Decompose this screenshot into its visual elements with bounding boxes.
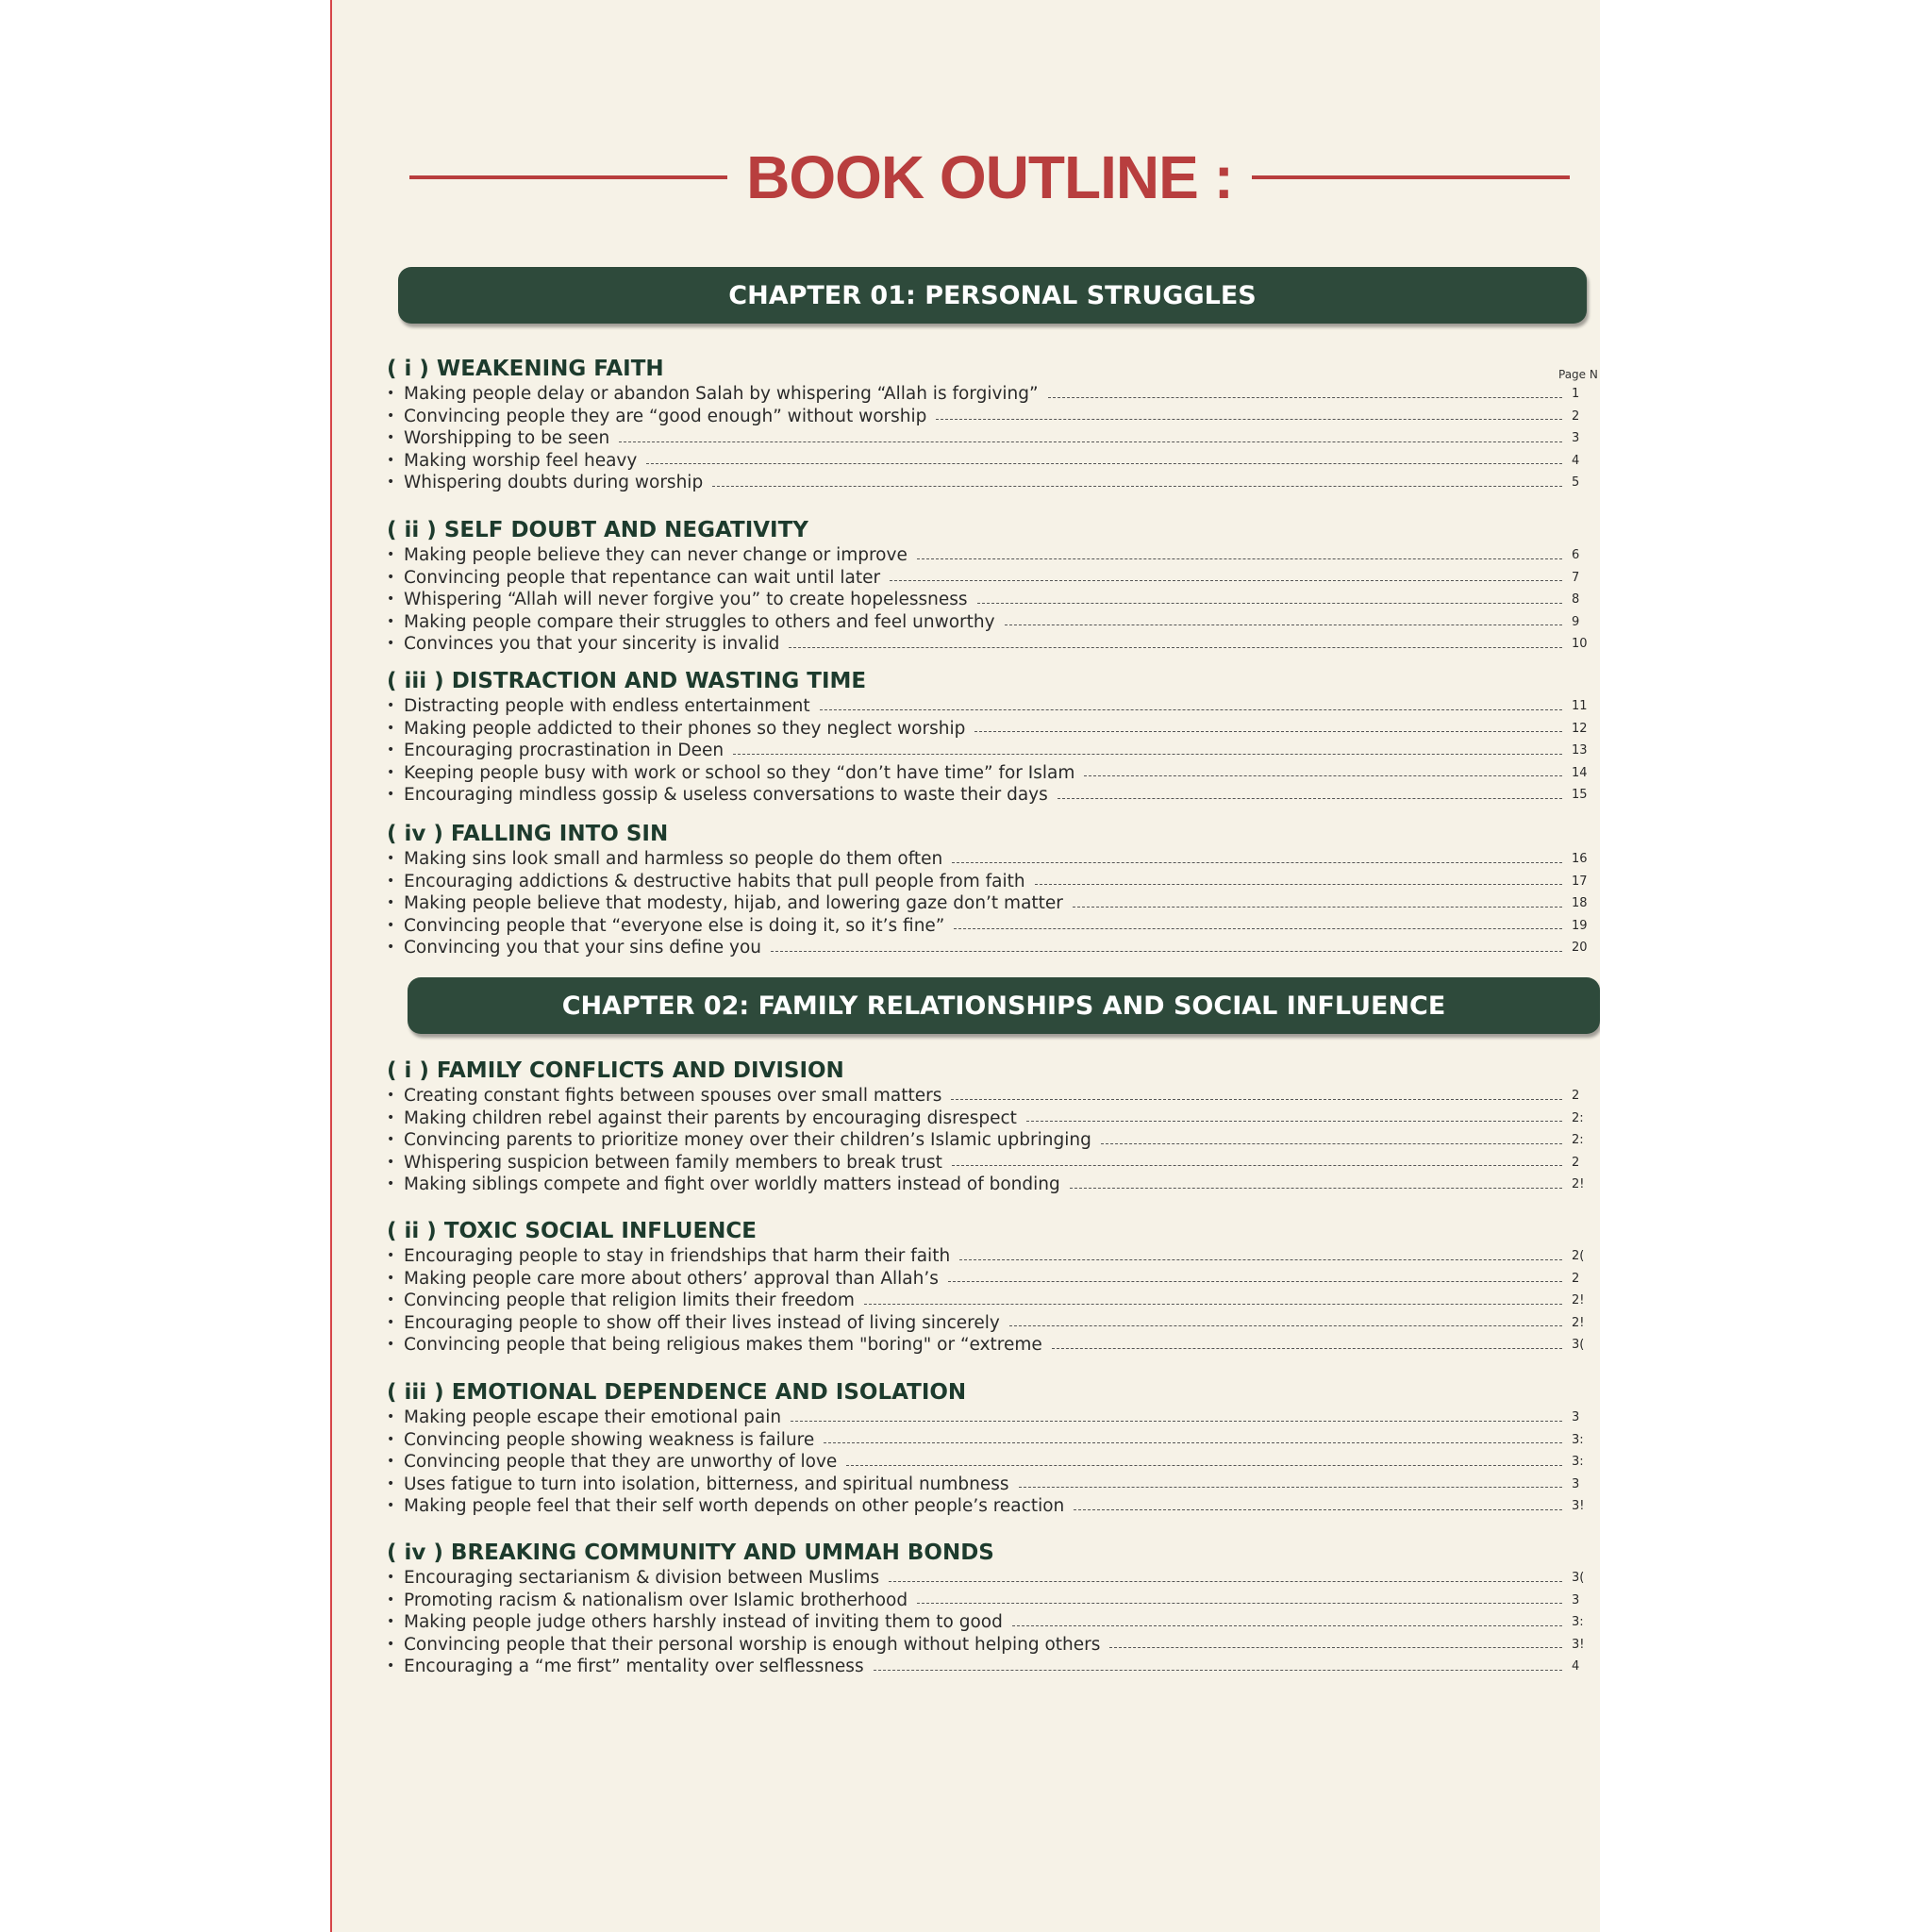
bullet-icon: • [387, 408, 395, 424]
page-number: 10 [1572, 637, 1588, 652]
outline-entry[interactable] [387, 611, 1600, 634]
bullet-icon: • [387, 1614, 395, 1630]
page-number: 2 [1572, 1155, 1580, 1170]
entry-text: Making sins look small and harmless so people do them often [404, 849, 943, 869]
page-number: 2! [1572, 1177, 1585, 1192]
section-title: ( i ) FAMILY CONFLICTS AND DIVISION [387, 1058, 844, 1083]
bullet-icon: • [387, 1314, 395, 1330]
dotted-leader [1009, 1325, 1562, 1326]
outline-entry[interactable] [387, 1334, 1600, 1357]
outline-entry[interactable] [387, 1312, 1600, 1335]
dotted-leader [1019, 1487, 1562, 1488]
outline-entry[interactable] [387, 633, 1600, 656]
section-self-doubt [387, 516, 1600, 656]
bullet-icon: • [387, 1431, 395, 1447]
bullet-icon: • [387, 1248, 395, 1263]
dotted-leader [824, 1442, 1562, 1443]
page-number: 2! [1572, 1315, 1585, 1330]
entry-text: Encouraging a “me first” mentality over selflessness [404, 1657, 864, 1677]
page-title: BOOK OUTLINE : [746, 143, 1233, 211]
dotted-leader [1012, 1625, 1562, 1626]
outline-entry[interactable] [387, 1268, 1600, 1291]
bullet-icon: • [387, 1109, 395, 1125]
bullet-icon: • [387, 851, 395, 866]
dotted-leader [864, 1304, 1562, 1305]
outline-entry[interactable] [387, 1474, 1600, 1496]
dotted-leader [977, 603, 1562, 604]
entry-text: Convincing parents to prioritize money over their children’s Islamic upbringing [404, 1130, 1091, 1151]
page-number: 3( [1572, 1338, 1585, 1353]
outline-entry[interactable] [387, 871, 1600, 893]
page-number: 4 [1572, 453, 1580, 468]
bullet-icon: • [387, 1270, 395, 1286]
entry-text: Making people believe they can never change or improve [404, 545, 908, 565]
section-title: ( ii ) SELF DOUBT AND NEGATIVITY [387, 518, 808, 542]
page-number: 15 [1572, 788, 1588, 803]
outline-entry[interactable] [387, 450, 1600, 473]
entry-text: Making siblings compete and fight over worldly matters instead of bonding [404, 1174, 1060, 1195]
page-number: 3 [1572, 1592, 1580, 1607]
entry-text: Encouraging people to stay in friendships that harm their faith [404, 1246, 951, 1266]
outline-entry[interactable] [387, 567, 1600, 590]
page-number: 20 [1572, 941, 1588, 956]
dotted-leader [948, 1281, 1562, 1282]
dotted-leader [1048, 397, 1562, 398]
page-number: 18 [1572, 896, 1588, 911]
page-number: 9 [1572, 614, 1580, 629]
entry-text: Worshipping to be seen [404, 428, 610, 449]
outline-entry[interactable] [387, 1634, 1600, 1657]
entry-text: Keeping people busy with work or school so they “don’t have time” for Islam [404, 762, 1075, 783]
section-toxic-social-influence [387, 1217, 1600, 1357]
title-row [409, 140, 1570, 215]
chapter-01-banner: CHAPTER 01: PERSONAL STRUGGLES [398, 267, 1587, 324]
bullet-icon: • [387, 1409, 395, 1424]
bullet-icon: • [387, 1154, 395, 1170]
entry-text: Whispering “Allah will never forgive you” to create hopelessness [404, 590, 968, 610]
outline-entry[interactable] [387, 383, 1600, 406]
entry-text: Convinces you that your sincerity is invalid [404, 634, 780, 655]
bullet-icon: • [387, 386, 395, 401]
page-number: 3 [1572, 431, 1580, 446]
section-title: ( iv ) BREAKING COMMUNITY AND UMMAH BONDS [387, 1541, 994, 1565]
page-number: 3( [1572, 1571, 1585, 1585]
bullet-icon: • [387, 1454, 395, 1470]
dotted-leader [1084, 775, 1562, 776]
section-title: ( i ) WEAKENING FAITH [387, 357, 664, 381]
entry-text: Creating constant fights between spouses over small matters [404, 1086, 942, 1106]
dotted-leader [1052, 1348, 1562, 1349]
section-title: ( ii ) TOXIC SOCIAL INFLUENCE [387, 1219, 758, 1243]
bullet-icon: • [387, 720, 395, 736]
page-number: 11 [1572, 699, 1588, 713]
bullet-icon: • [387, 1636, 395, 1652]
dotted-leader [733, 754, 1562, 755]
outline-entry[interactable] [387, 740, 1600, 762]
bullet-icon: • [387, 1088, 395, 1103]
outline-entry[interactable] [387, 718, 1600, 741]
entry-text: Convincing people that “everyone else is doing it, so it’s fine” [404, 915, 945, 936]
dotted-leader [954, 928, 1562, 929]
title-rule-right [1252, 175, 1570, 179]
section-emotional-dependence [387, 1378, 1600, 1518]
page-number: 5 [1572, 475, 1580, 491]
dotted-leader [889, 1581, 1562, 1582]
section-title: ( iii ) DISTRACTION AND WASTING TIME [387, 669, 867, 693]
chapter-02-banner: CHAPTER 02: FAMILY RELATIONSHIPS AND SOCIAL INFLUENCE [408, 977, 1600, 1034]
dotted-leader [789, 647, 1562, 648]
outline-entry[interactable] [387, 784, 1600, 807]
dotted-leader [1073, 907, 1562, 908]
page-number: 3: [1572, 1615, 1584, 1630]
outline-entry[interactable] [387, 1108, 1600, 1130]
outline-entry[interactable] [387, 1656, 1600, 1678]
outline-entry[interactable] [387, 1611, 1600, 1634]
bullet-icon: • [387, 1337, 395, 1353]
page-number: 3! [1572, 1637, 1585, 1652]
page-number: 2! [1572, 1293, 1585, 1308]
dotted-leader [952, 1165, 1562, 1166]
page-number: 17 [1572, 874, 1588, 889]
bullet-icon: • [387, 1498, 395, 1514]
page-number: 13 [1572, 743, 1588, 758]
bullet-icon: • [387, 613, 395, 629]
page-number: 12 [1572, 721, 1588, 736]
page-number: 1 [1572, 387, 1580, 401]
entry-text: Making children rebel against their parents by encouraging disrespect [404, 1108, 1017, 1128]
bullet-icon: • [387, 1176, 395, 1192]
bullet-icon: • [387, 764, 395, 780]
dotted-leader [712, 486, 1562, 487]
entry-text: Convincing people they are “good enough” without worship [404, 406, 927, 426]
outline-entry[interactable] [387, 1085, 1600, 1108]
page-number: 2 [1572, 1089, 1580, 1103]
page-number: 16 [1572, 852, 1588, 866]
outline-entry[interactable] [387, 848, 1600, 871]
bullet-icon: • [387, 547, 395, 562]
outline-entry[interactable] [387, 762, 1600, 785]
page-number: 2: [1572, 1110, 1584, 1125]
entry-text: Convincing people that being religious makes them "boring" or “extreme [404, 1335, 1042, 1356]
bullet-icon: • [387, 452, 395, 468]
dotted-leader [1109, 1647, 1562, 1648]
dotted-leader [1035, 884, 1562, 885]
bullet-icon: • [387, 873, 395, 889]
page-number: 3 [1572, 1410, 1580, 1424]
dotted-leader [771, 951, 1562, 952]
page-number: 3! [1572, 1499, 1585, 1514]
page-number: 3 [1572, 1476, 1580, 1491]
outline-entry[interactable] [387, 915, 1600, 938]
entry-text: Uses fatigue to turn into isolation, bitterness, and spiritual numbness [404, 1474, 1009, 1494]
bullet-icon: • [387, 569, 395, 585]
section-title: ( iii ) EMOTIONAL DEPENDENCE AND ISOLATION [387, 1380, 967, 1405]
dotted-leader [917, 558, 1562, 559]
outline-entry[interactable] [387, 427, 1600, 450]
entry-text: Encouraging people to show off their lives instead of living sincerely [404, 1312, 1000, 1333]
section-family-conflicts [387, 1057, 1600, 1196]
bullet-icon: • [387, 698, 395, 713]
entry-text: Encouraging procrastination in Deen [404, 741, 724, 761]
page-number: 2 [1572, 1271, 1580, 1286]
bullet-icon: • [387, 917, 395, 933]
section-weakening-faith [387, 355, 1600, 494]
entry-text: Making people feel that their self worth depends on other people’s reaction [404, 1496, 1065, 1517]
page-number: 7 [1572, 570, 1580, 585]
bullet-icon: • [387, 742, 395, 758]
bullet-icon: • [387, 1570, 395, 1585]
outline-entry[interactable] [387, 1152, 1600, 1174]
title-rule-left [409, 175, 727, 179]
bullet-icon: • [387, 591, 395, 608]
page-number: 8 [1572, 592, 1580, 608]
entry-text: Making people compare their struggles to others and feel unworthy [404, 611, 995, 632]
dotted-leader [846, 1465, 1562, 1466]
page-number: 3: [1572, 1432, 1584, 1447]
bullet-icon: • [387, 1132, 395, 1148]
outline-entry[interactable] [387, 472, 1600, 494]
entry-text: Distracting people with endless entertainment [404, 696, 810, 716]
bullet-icon: • [387, 1292, 395, 1308]
bullet-icon: • [387, 940, 395, 956]
outline-entry[interactable] [387, 892, 1600, 915]
dotted-leader [890, 580, 1562, 581]
dotted-leader [951, 1099, 1562, 1100]
dotted-leader [1101, 1143, 1562, 1144]
bullet-icon: • [387, 787, 395, 803]
entry-text: Encouraging sectarianism & division between Muslims [404, 1568, 880, 1588]
page-number: 2: [1572, 1133, 1584, 1148]
page-number: 2 [1572, 408, 1580, 424]
entry-text: Making worship feel heavy [404, 450, 638, 471]
outline-entry[interactable] [387, 695, 1600, 718]
outline-entry[interactable] [387, 1495, 1600, 1518]
book-outline-page [332, 0, 1600, 1932]
dotted-leader [791, 1421, 1562, 1422]
page-number: 4 [1572, 1659, 1580, 1674]
dotted-leader [959, 1259, 1562, 1260]
outline-entry[interactable] [387, 406, 1600, 428]
dotted-leader [1070, 1188, 1562, 1189]
outline-entry[interactable] [387, 589, 1600, 611]
entry-text: Whispering suspicion between family members to break trust [404, 1152, 942, 1173]
entry-text: Convincing you that your sins define you [404, 938, 762, 958]
bullet-icon: • [387, 430, 395, 446]
page-number-column-label: Page N [1558, 368, 1598, 381]
entry-text: Encouraging mindless gossip & useless conversations to waste their days [404, 785, 1048, 806]
dotted-leader [1058, 798, 1562, 799]
bullet-icon: • [387, 475, 395, 491]
dotted-leader [646, 463, 1562, 464]
entry-text: Convincing people that their personal worship is enough without helping others [404, 1634, 1101, 1655]
page-number: 14 [1572, 765, 1588, 780]
entry-text: Convincing people that religion limits their freedom [404, 1291, 855, 1311]
section-falling-into-sin [387, 820, 1600, 959]
outline-entry[interactable] [387, 1451, 1600, 1474]
outline-entry[interactable] [387, 1590, 1600, 1612]
dotted-leader [1074, 1509, 1562, 1510]
entry-text: Convincing people that they are unworthy of love [404, 1452, 838, 1473]
dotted-leader [974, 731, 1562, 732]
page-number: 6 [1572, 548, 1580, 562]
outline-entry[interactable] [387, 1290, 1600, 1312]
bullet-icon: • [387, 895, 395, 911]
bullet-icon: • [387, 1591, 395, 1607]
dotted-leader [917, 1603, 1562, 1604]
entry-text: Making people judge others harshly instead of inviting them to good [404, 1612, 1003, 1633]
entry-text: Making people addicted to their phones so they neglect worship [404, 718, 966, 739]
bullet-icon: • [387, 1475, 395, 1491]
outline-entry[interactable] [387, 937, 1600, 959]
entry-text: Convincing people that repentance can wait until later [404, 567, 881, 588]
outline-entry[interactable] [387, 1429, 1600, 1452]
dotted-leader [952, 862, 1562, 863]
outline-entry[interactable] [387, 1129, 1600, 1152]
entry-text: Promoting racism & nationalism over Islamic brotherhood [404, 1590, 908, 1610]
entry-text: Convincing people showing weakness is failure [404, 1429, 815, 1450]
bullet-icon: • [387, 636, 395, 652]
outline-entry[interactable] [387, 1567, 1600, 1590]
dotted-leader [619, 441, 1562, 442]
entry-text: Whispering doubts during worship [404, 473, 704, 493]
section-community-bonds [387, 1539, 1600, 1678]
page-number: 2( [1572, 1249, 1585, 1263]
entry-text: Making people delay or abandon Salah by whispering “Allah is forgiving” [404, 384, 1039, 404]
entry-text: Making people believe that modesty, hijab, and lowering gaze don’t matter [404, 893, 1063, 914]
outline-entry[interactable] [387, 544, 1600, 567]
page-number: 3: [1572, 1455, 1584, 1470]
section-title: ( iv ) FALLING INTO SIN [387, 822, 669, 846]
dotted-leader [874, 1670, 1562, 1671]
entry-text: Making people escape their emotional pain [404, 1407, 782, 1427]
outline-entry[interactable] [387, 1174, 1600, 1196]
entry-text: Making people care more about others’ approval than Allah’s [404, 1268, 939, 1289]
outline-entry[interactable] [387, 1407, 1600, 1429]
section-distraction [387, 667, 1600, 807]
entry-text: Encouraging addictions & destructive habits that pull people from faith [404, 871, 1025, 891]
page-number: 19 [1572, 918, 1588, 933]
dotted-leader [820, 709, 1562, 710]
dotted-leader [1026, 1121, 1562, 1122]
bullet-icon: • [387, 1658, 395, 1674]
dotted-leader [936, 419, 1562, 420]
outline-entry[interactable] [387, 1245, 1600, 1268]
